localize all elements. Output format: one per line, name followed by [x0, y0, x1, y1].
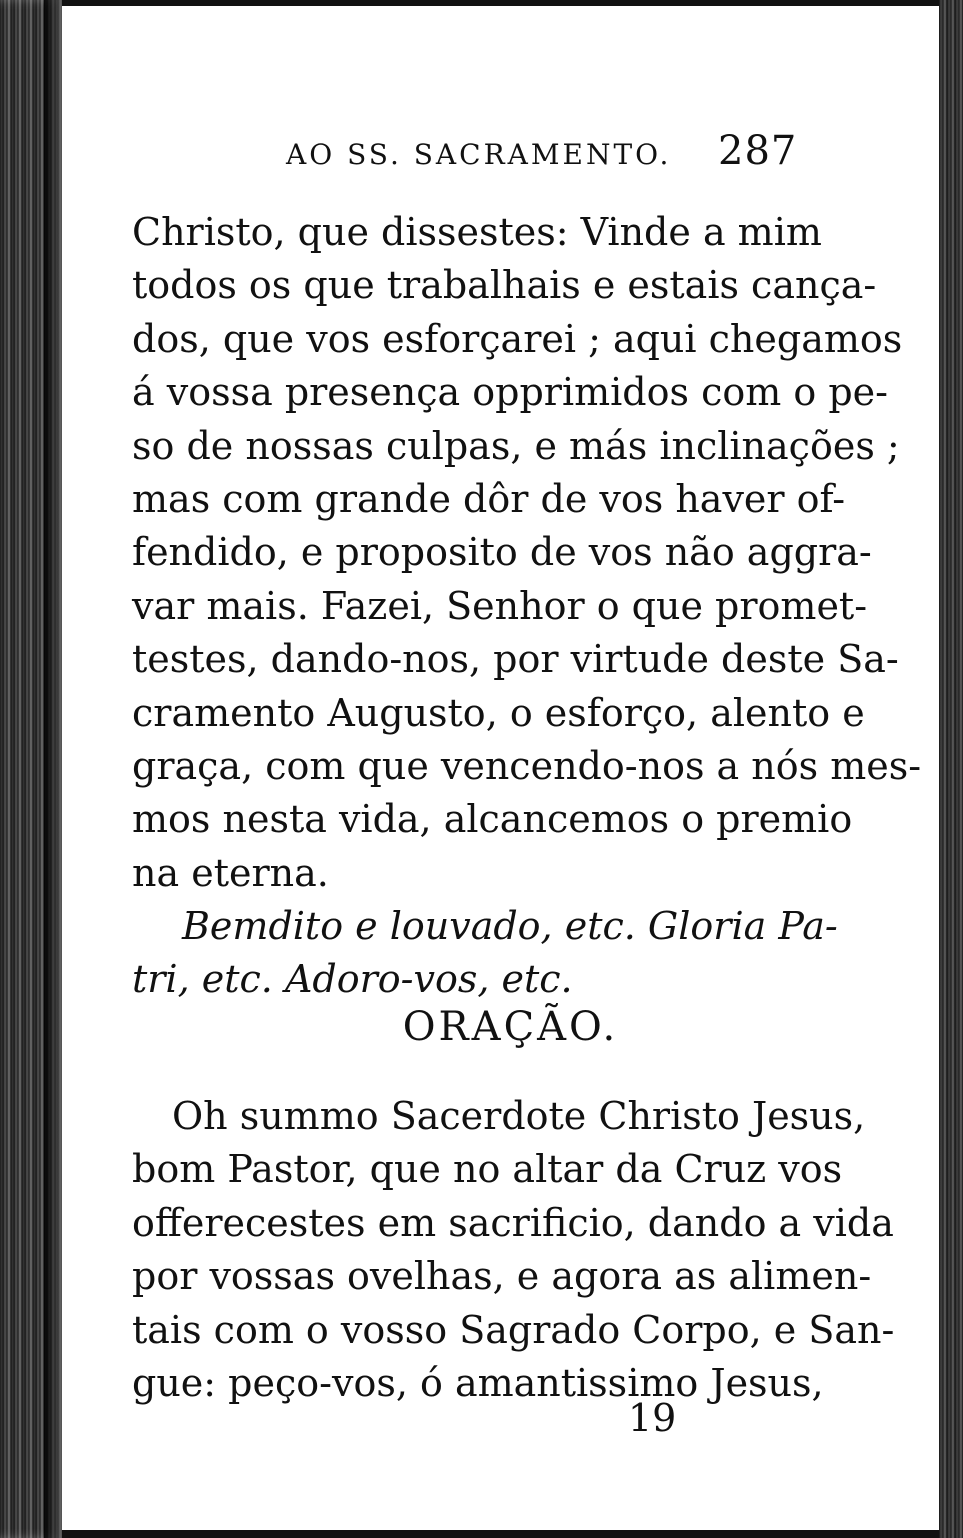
paragraph-line: graça, com que vencendo-nos a nós mes-: [132, 743, 922, 788]
paragraph-line: var mais. Fazei, Senhor o que promet-: [132, 583, 868, 628]
main-paragraph: [132, 206, 922, 1007]
paragraph-line: so de nossas culpas, e más inclinações ;: [132, 423, 900, 468]
paragraph-line: todos os que trabalhais e estais cança-: [132, 263, 877, 308]
paragraph-line: dos, que vos esforçarei ; aqui chegamos: [132, 316, 903, 361]
prayer-line: gue: peço-vos, ó amantissimo Jesus,: [132, 1360, 824, 1405]
prayer-paragraph: [132, 1090, 895, 1410]
book-binding-edge: [0, 0, 62, 1538]
prayer-line: tais com o vosso Sagrado Corpo, e San-: [132, 1307, 895, 1352]
paragraph-line: testes, dando-nos, por virtude deste Sa-: [132, 637, 899, 682]
page-number: 287: [718, 128, 798, 174]
running-head: AO SS. SACRAMENTO.: [286, 138, 672, 171]
doxology-line: tri, etc. Adoro-vos, etc.: [132, 957, 573, 1002]
paragraph-line: cramento Augusto, o esforço, alento e: [132, 690, 865, 735]
prayer-line: offerecestes em sacrificio, dando a vida: [132, 1200, 894, 1245]
paragraph-line: mos nesta vida, alcancemos o premio: [132, 797, 853, 842]
paragraph-line: Christo, que dissestes: Vinde a mim: [132, 210, 822, 254]
prayer-line: Oh summo Sacerdote Christo Jesus,: [172, 1094, 866, 1138]
paragraph-line: na eterna.: [132, 850, 329, 895]
paragraph-line: fendido, e proposito de vos não aggra-: [132, 530, 872, 575]
section-heading: ORAÇÃO.: [402, 1004, 619, 1050]
page-right-edge: [939, 0, 963, 1538]
prayer-line: por vossas ovelhas, e agora as alimen-: [132, 1254, 872, 1299]
page-header: [62, 124, 939, 184]
doxology-line: Bemdito e louvado, etc. Gloria Pa-: [182, 904, 838, 949]
book-page: [62, 6, 939, 1530]
prayer-line: bom Pastor, que no altar da Cruz vos: [132, 1147, 843, 1192]
paragraph-line: mas com grande dôr de vos haver of-: [132, 476, 846, 521]
page-bottom-edge: [62, 1530, 939, 1538]
paragraph-line: á vossa presença opprimidos com o pe-: [132, 370, 888, 415]
signature-mark: 19: [628, 1396, 677, 1440]
